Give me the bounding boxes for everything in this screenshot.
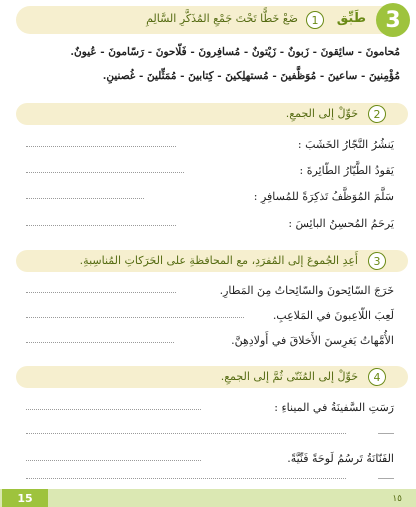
section-title: حَوِّلْ إلى المُثَنّى ثُمَّ إلى الجمعِ. xyxy=(220,370,358,383)
answer-blank[interactable] xyxy=(26,146,176,147)
answer-blank[interactable] xyxy=(26,317,244,318)
item-number-circle: 1 xyxy=(306,11,324,29)
question-text: الأُمَّهاتُ يَغرِسنَ الأَخلاقَ في أَولادِهِنَّ. xyxy=(231,334,394,347)
section-title: أَعِدِ الجُموعَ إلى المُفرَدِ، مع المحافظةِ على الحَرَكاتِ المُناسِبةِ. xyxy=(79,254,358,267)
answer-blank[interactable] xyxy=(26,478,346,479)
page-number: 15 xyxy=(2,489,48,507)
section-number-circle: 3 xyxy=(368,252,386,270)
question-text: سَلَّمَ المُوَظَّفُ تَذكِرَةً للمُسافِرِ : xyxy=(253,190,394,203)
exercise-line xyxy=(26,217,394,233)
answer-blank[interactable] xyxy=(26,292,176,293)
section-number-circle: 4 xyxy=(368,368,386,386)
exercise-header xyxy=(16,6,410,34)
exercise-line xyxy=(26,164,394,180)
exercise-line xyxy=(26,452,394,468)
question-text: خَرَجَ السّائِحونَ والسّائِحاتُ مِنَ المَطارِ. xyxy=(219,284,394,297)
exercise-line xyxy=(26,284,394,300)
section-number-circle: 2 xyxy=(368,105,386,123)
answer-blank[interactable] xyxy=(26,225,176,226)
page-number-arabic: ١٥ xyxy=(392,494,402,504)
header-instruction: ضَعْ خَطًّا تَحْتَ جَمْعِ المُذَكَّرِ السَّالِمِ xyxy=(146,12,298,25)
answer-blank[interactable] xyxy=(26,460,201,461)
exercise-line xyxy=(26,138,394,154)
question-text: يَقودُ الطَّيّارُ الطّائِرةَ : xyxy=(299,164,394,177)
section-2-header xyxy=(16,103,408,125)
question-text: يَنشُرُ النَّجّارُ الخَشَبَ : xyxy=(297,138,394,151)
question-text: يَرحَمُ المُحسِنُ البائِسَ : xyxy=(288,217,394,230)
page-footer xyxy=(0,489,416,507)
exercise-line xyxy=(26,334,394,350)
answer-blank[interactable] xyxy=(26,198,144,199)
question-text: لَعِبَ اللّاعِبونَ في المَلاعِبِ. xyxy=(272,309,394,322)
exercise-line xyxy=(26,401,394,417)
answer-blank[interactable] xyxy=(26,409,201,410)
exercise-word: طَبِّق xyxy=(336,11,366,26)
word-row: مُؤْمِنينَ - ساعينَ - مُوَظَّفينَ - مُستهلِكينَ - كِتابينَ - مُمَثِّلينَ - غُصنينِ. xyxy=(102,70,400,82)
answer-blank[interactable] xyxy=(26,342,174,343)
exercise-number-badge: 3 xyxy=(376,3,410,37)
word-row: مُحامونَ - سائِقونَ - زَبونٌ - زَيْتونٌ - مُسافِرونَ - فَلّاحونَ - رَسّامونَ - عُيونٌ. xyxy=(70,46,400,58)
answer-dash xyxy=(378,433,394,434)
answer-blank[interactable] xyxy=(26,433,346,434)
question-text: الفَنّانَةُ تَرسُمُ لَوحَةً فَنِّيَّةً. xyxy=(287,452,394,465)
answer-blank[interactable] xyxy=(26,172,184,173)
exercise-line xyxy=(26,309,394,325)
section-title: حَوِّلْ إلى الجمعِ. xyxy=(285,107,358,120)
question-text: رَسَتِ السَّفينَةُ في الميناءِ : xyxy=(274,401,394,414)
section-3-header xyxy=(16,250,408,272)
exercise-line xyxy=(26,190,394,206)
section-4-header xyxy=(16,366,408,388)
answer-dash xyxy=(378,478,394,479)
